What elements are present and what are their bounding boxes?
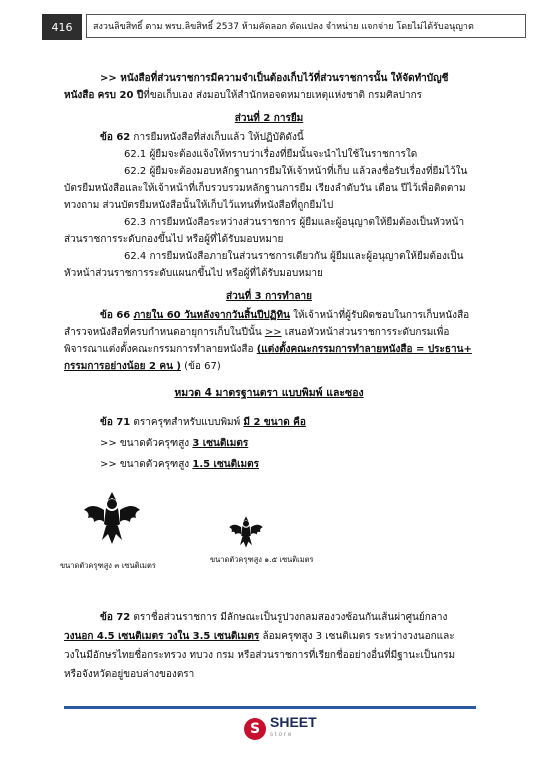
article-71-text: ตราครุฑสำหรับแบบพิมพ์: [130, 417, 244, 428]
garuda-small-caption: ขนาดตัวครุฑสูง ๑.๕ เซนติเมตร: [210, 555, 314, 564]
clause-62-4: 62.4 การยืมหนังสือภายในส่วนราชการเดียวกัน ผู้ยืมและผู้อนุญาตให้ยืมต้องเป็นหัวหน้าส่วนราชการระดับแผนกขึ้นไป หรือผู้ที่ได้รับมอบหมาย: [64, 251, 464, 279]
garuda-large-icon: [82, 488, 142, 548]
article-66-committee: (แต่งตั้งคณะกรรมการทำลายหนังสือ = ประธาน+ กรรมการอย่างน้อย 2 คน ): [64, 344, 472, 372]
garuda-seal-examples: [60, 488, 480, 588]
running-header: สงวนลิขสิทธิ์ ตาม พรบ.ลิขสิทธิ์ 2537 ห้ามคัดลอก ดัดแปลง จำหน่าย แจกจ่าย โดยไม่ได้รับอนุญาต: [86, 14, 526, 38]
article-71: [64, 414, 474, 431]
intro-lead: >> หนังสือที่ส่วนราชการมีความจำเป็นต้องเก็บไว้ที่ส่วนราชการนั้น ให้จัดทำบัญชีหนังสือ: [64, 73, 449, 101]
chapter4-title: หมวด 4 มาตรฐานตรา แบบพิมพ์ และซอง: [174, 387, 364, 399]
footer-divider: [64, 706, 476, 709]
article-66: [64, 307, 474, 375]
document-body: [64, 70, 474, 473]
article-66-text2: เสนอหัวหน้าส่วนราชการระดับกรมเพื่อพิจารณาแต่งตั้งคณะกรรมการทำลายหนังสือ: [64, 327, 450, 355]
article-66-text1: ให้เจ้าหน้าที่ผู้รับผิดชอบในการเก็บหนังสือสำรวจหนังสือที่ครบกำหนดอายุการเก็บในปีนั้น: [64, 310, 470, 338]
intro-paragraph: [64, 70, 474, 104]
sheet-logo-icon: S: [244, 718, 266, 740]
intro-rest: ที่ขอเก็บเอง ส่งมอบให้สำนักหอจดหมายเหตุแห่งชาติ กรมศิลปากร: [143, 90, 422, 101]
garuda-large-caption: ขนาดตัวครุฑสูง ๓ เซนติเมตร: [60, 561, 156, 570]
size-item-2: [64, 456, 474, 473]
size-item-1-prefix: >> ขนาดตัวครุฑสูง: [100, 438, 193, 449]
size-item-1: [64, 435, 474, 452]
article-66-ref: (ข้อ 67): [181, 361, 221, 372]
clause-62-1: 62.1 ผู้ยืมจะต้องแจ้งให้ทราบว่าเรื่องที่ยืมนั้นจะนำไปใช้ในราชการใด: [124, 149, 418, 160]
article-72-diameters: วงนอก 4.5 เซนติเมตร วงใน 3.5 เซนติเมตร: [64, 631, 260, 642]
article-72-text1: ตราชื่อส่วนราชการ มีลักษณะเป็นรูปวงกลมสองวงซ้อนกันเส้นผ่าศูนย์กลาง: [130, 612, 448, 623]
garuda-small-icon: [228, 514, 264, 550]
sheet-store-logo: [244, 714, 317, 744]
size-item-1-value: 3 เซนติเมตร: [192, 438, 249, 449]
article-62-label: ข้อ 62: [100, 132, 131, 143]
article-71-label: ข้อ 71: [100, 417, 131, 428]
article-62: [64, 129, 474, 146]
logo-wordmark: [270, 716, 317, 742]
clause-62-2: 62.2 ผู้ยืมจะต้องมอบหลักฐานการยืมให้เจ้าหน้าที่เก็บ แล้วลงชื่อรับเรื่องที่ยืมไว้ในบัตรยืมหนังสือและให้เจ้าหน้าที่เก็บรวบรวมหลักฐานการยืม เรียงลำดับวัน เดือน ปีไว้เพื่อติดตามทวงถาม ส่วนบัตรยืมหนังสือนั้นให้เก็บไว้แทนที่หนังสือที่ถูกยืมไป: [64, 166, 468, 211]
article-72: [64, 608, 474, 684]
part3-title: ส่วนที่ 3 การทำลาย: [226, 291, 312, 302]
size-item-2-prefix: >> ขนาดตัวครุฑสูง: [100, 459, 193, 470]
logo-sub: store: [270, 732, 294, 738]
article-72-block: [64, 608, 474, 684]
size-item-2-value: 1.5 เซนติเมตร: [192, 459, 259, 470]
article-62-text: การยืมหนังสือที่ส่งเก็บแล้ว ให้ปฏิบัติดังนี้: [130, 132, 304, 143]
intro-period: ครบ 20 ปี: [97, 90, 144, 101]
part2-title: ส่วนที่ 2 การยืม: [234, 113, 304, 124]
article-72-text2: ล้อมครุฑสูง 3 เซนติเมตร ระหว่างวงนอกและวงในมีอักษรไทยชื่อกระทรวง ทบวง กรม หรือส่วนราชการที่เรียกชื่ออย่างอื่นที่มีฐานะเป็นกรม หรือจังหวัดอยู่ขอบล่างของตรา: [64, 631, 456, 680]
article-72-label: ข้อ 72: [100, 612, 131, 623]
article-71-sizes: มี 2 ขนาด คือ: [243, 417, 306, 428]
page-number: 416: [42, 14, 82, 40]
article-66-deadline: ภายใน 60 วันหลังจากวันสิ้นปีปฏิทิน: [133, 310, 290, 321]
clause-62-3: 62.3 การยืมหนังสือระหว่างส่วนราชการ ผู้ยืมและผู้อนุญาตให้ยืมต้องเป็นหัวหน้าส่วนราชการระดับกองขึ้นไป หรือผู้ที่ได้รับมอบหมาย: [64, 217, 465, 245]
article-66-label: ข้อ 66: [100, 310, 131, 321]
article-66-arrow: >>: [264, 327, 282, 338]
logo-brand: SHEET: [270, 714, 317, 730]
